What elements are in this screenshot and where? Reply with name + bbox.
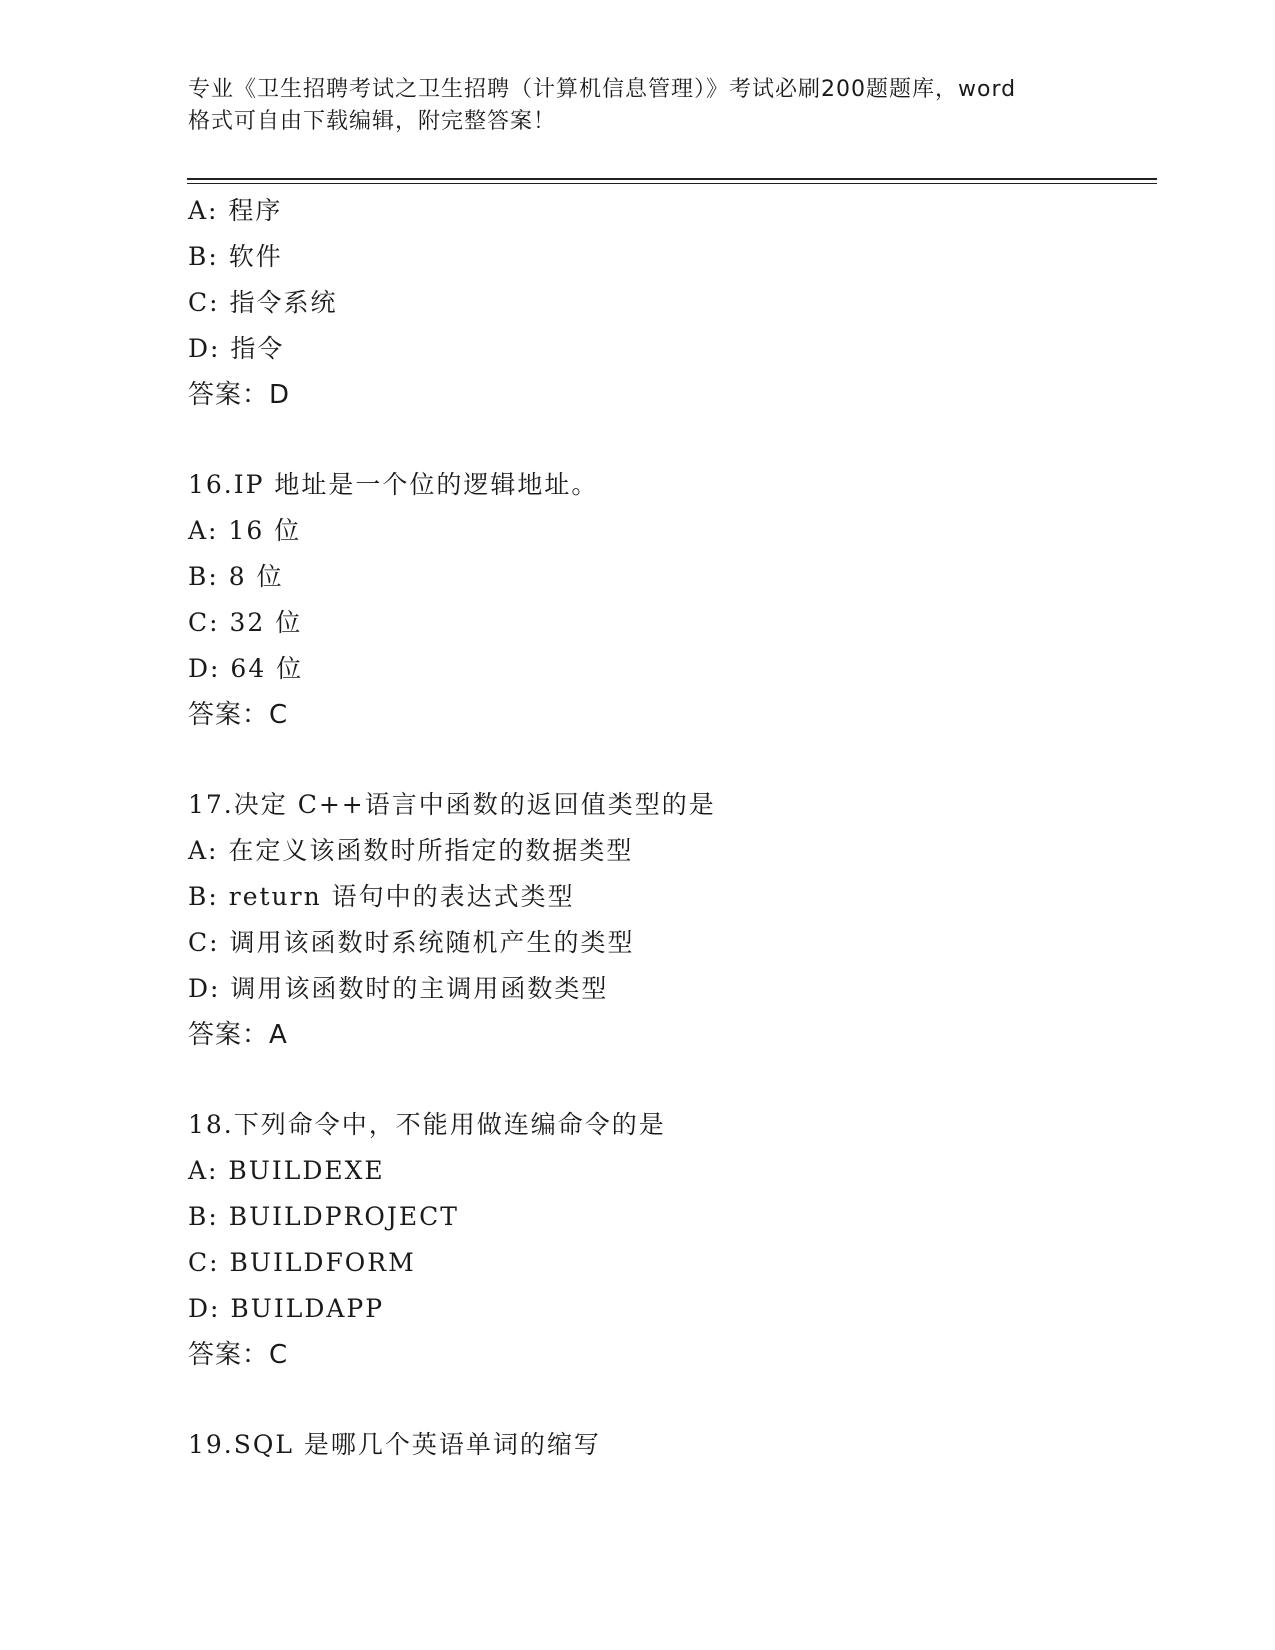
header-line-1: 专业《卫生招聘考试之卫生招聘（计算机信息管理）》考试必刷200题题库，word — [188, 77, 1017, 102]
option-a: A: 程序 — [188, 196, 283, 225]
spacer — [188, 738, 1148, 782]
header-rule-thin — [187, 183, 1157, 184]
option-a: A: 在定义该函数时所指定的数据类型 — [188, 836, 634, 865]
option-d: D: 指令 — [188, 334, 285, 363]
option-d: D: BUILDAPP — [188, 1294, 385, 1323]
question-16-block — [188, 462, 1148, 738]
option-d: D: 64 位 — [188, 654, 304, 683]
header-line-2: 格式可自由下载编辑，附完整答案！ — [188, 109, 557, 134]
option-a: A: BUILDEXE — [188, 1156, 385, 1185]
option-b: B: 8 位 — [188, 562, 284, 591]
spacer — [188, 1378, 1148, 1422]
option-b: B: BUILDPROJECT — [188, 1202, 459, 1231]
answer-line: 答案：D — [188, 380, 291, 410]
option-b: B: return 语句中的表达式类型 — [188, 882, 575, 911]
answer-line: 答案：C — [188, 1340, 289, 1370]
question-text: 18.下列命令中，不能用做连编命令的是 — [188, 1110, 666, 1139]
question-text: 17.决定 C++语言中函数的返回值类型的是 — [188, 790, 716, 819]
question-text: 16.IP 地址是一个位的逻辑地址。 — [188, 470, 599, 499]
option-d: D: 调用该函数时的主调用函数类型 — [188, 974, 609, 1003]
question-text: 19.SQL 是哪几个英语单词的缩写 — [188, 1430, 601, 1459]
answer-line: 答案：A — [188, 1020, 288, 1050]
document-header — [188, 74, 1088, 138]
question-17-block — [188, 782, 1148, 1058]
question-15-block — [188, 188, 1148, 418]
option-c: C: 32 位 — [188, 608, 303, 637]
option-b: B: 软件 — [188, 242, 283, 271]
header-rule-thick — [187, 178, 1157, 180]
question-list — [188, 188, 1148, 1468]
spacer — [188, 1058, 1148, 1102]
question-19-block — [188, 1422, 1148, 1468]
answer-line: 答案：C — [188, 700, 289, 730]
option-a: A: 16 位 — [188, 516, 302, 545]
option-c: C: 指令系统 — [188, 288, 338, 317]
spacer — [188, 418, 1148, 462]
option-c: C: 调用该函数时系统随机产生的类型 — [188, 928, 635, 957]
option-c: C: BUILDFORM — [188, 1248, 416, 1277]
question-18-block — [188, 1102, 1148, 1378]
